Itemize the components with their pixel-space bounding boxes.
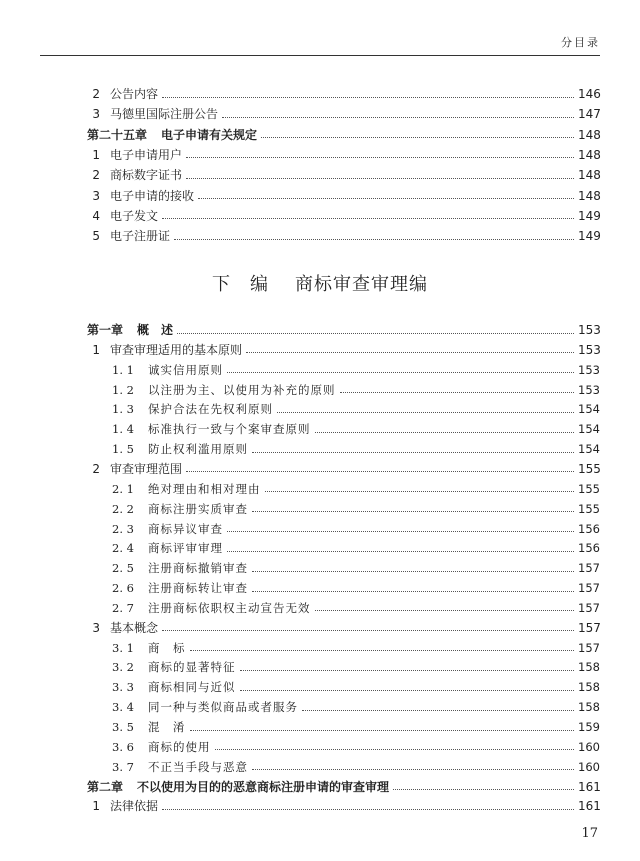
toc-section-entry[interactable] — [40, 340, 600, 360]
toc-entry-number: 第二章 — [87, 779, 124, 794]
toc-entry-title: 商标的显著特征 — [148, 660, 236, 675]
toc-entry-number: 2 — [92, 87, 100, 101]
toc-entry-number: 4 — [92, 208, 100, 223]
toc-entry-title: 保护合法在先权利原则 — [148, 402, 273, 417]
toc-entry-number: 第一章 — [87, 323, 124, 337]
toc-entry-page: 156 — [578, 541, 600, 556]
dot-leader — [277, 412, 574, 413]
toc-entry-title: 注册商标转让审查 — [148, 581, 248, 596]
toc-entry-page: 156 — [578, 521, 600, 536]
toc-entry-page: 148 — [578, 188, 601, 203]
toc-section-entry[interactable] — [40, 145, 600, 165]
toc-entry-number: 1 — [92, 147, 100, 162]
toc-chapter-entry[interactable] — [40, 125, 600, 145]
dot-leader — [227, 372, 574, 373]
toc-subsection-entry[interactable] — [40, 558, 600, 578]
toc-entry-number: 第二十五章 — [87, 127, 148, 142]
toc-chapter-entry[interactable] — [40, 320, 600, 340]
toc-entry-number: 1. 2 — [112, 382, 134, 397]
page-number: 17 — [581, 826, 598, 841]
toc-entry-number: 2 — [92, 461, 100, 476]
dot-leader — [198, 198, 574, 199]
dot-leader — [174, 239, 574, 240]
dot-leader — [261, 137, 574, 138]
toc-entry-page: 157 — [578, 600, 600, 615]
toc-subsection-entry[interactable] — [40, 657, 600, 677]
dot-leader — [162, 218, 574, 219]
dot-leader — [162, 809, 574, 810]
toc-section-entry[interactable] — [40, 796, 600, 816]
toc-entry-title: 电子申请的接收 — [110, 188, 195, 203]
toc-entry-number: 3. 1 — [112, 640, 134, 655]
toc-entry-number: 3 — [92, 107, 100, 122]
toc-entry-number: 1 — [92, 342, 100, 357]
dot-leader — [162, 97, 574, 98]
toc-entry-page: 146 — [578, 87, 601, 101]
toc-subsection-entry[interactable] — [40, 380, 600, 400]
toc-entry-title: 商标评审审理 — [148, 541, 223, 556]
toc-subsection-entry[interactable] — [40, 757, 600, 777]
toc-entry-number: 5 — [92, 229, 100, 244]
toc-entry-number: 3. 5 — [112, 720, 134, 734]
toc-entry-title: 商标异议审查 — [148, 521, 223, 536]
toc-entry-title: 注册商标依职权主动宣告无效 — [148, 600, 311, 615]
toc-entry-page: 155 — [578, 461, 601, 476]
toc-entry-title: 电子申请有关规定 — [161, 127, 258, 142]
toc-entry-title: 标准执行一致与个案审查原则 — [148, 422, 311, 437]
toc-entry-page: 147 — [578, 107, 601, 122]
part-title: 商标审查审理编 — [295, 274, 428, 295]
toc-entry-number: 2. 7 — [112, 600, 134, 615]
toc-entry-page: 155 — [578, 481, 600, 496]
toc-entry-title: 审查审理范围 — [110, 461, 183, 476]
toc-entry-title: 电子发文 — [110, 208, 159, 223]
part-label: 下 编 — [212, 274, 269, 295]
toc-entry-number: 3. 7 — [112, 759, 134, 774]
dot-leader — [227, 551, 574, 552]
toc-entry-title: 马德里国际注册公告 — [110, 107, 219, 122]
toc-entry-page: 161 — [578, 779, 601, 794]
toc-entry-title: 商标注册实质审查 — [148, 501, 248, 516]
toc-entry-title: 混 淆 — [148, 720, 186, 734]
toc-entry-number: 3. 4 — [112, 700, 134, 715]
toc-entry-number: 1 — [92, 799, 100, 814]
toc-subsection-entry[interactable] — [40, 399, 600, 419]
toc-entry-page: 160 — [578, 759, 600, 774]
toc-subsection-entry[interactable] — [40, 578, 600, 598]
toc-entry-title: 不正当手段与恶意 — [148, 759, 248, 774]
toc-entry-page: 154 — [578, 442, 600, 457]
toc-entry-number: 2. 1 — [112, 481, 134, 496]
toc-entry-page: 154 — [578, 422, 600, 437]
dot-leader — [186, 157, 574, 158]
table-of-contents — [40, 0, 600, 861]
toc-entry-title: 同一种与类似商品或者服务 — [148, 700, 298, 715]
toc-entry-page: 157 — [578, 620, 601, 635]
toc-entry-page: 158 — [578, 680, 600, 695]
dot-leader — [190, 730, 575, 731]
toc-entry-number: 1. 4 — [112, 422, 134, 437]
toc-section-entry[interactable] — [40, 226, 600, 246]
dot-leader — [252, 452, 574, 453]
toc-entry-title: 公告内容 — [110, 87, 159, 101]
dot-leader — [190, 650, 575, 651]
toc-entry-title: 以注册为主、以使用为补充的原则 — [148, 382, 336, 397]
toc-entry-page: 159 — [578, 720, 600, 734]
toc-entry-page: 149 — [578, 208, 601, 223]
dot-leader — [177, 333, 574, 334]
toc-entry-title: 诚实信用原则 — [148, 362, 223, 377]
dot-leader — [240, 690, 575, 691]
toc-entry-page: 153 — [578, 382, 600, 397]
toc-entry-page: 158 — [578, 700, 600, 715]
dot-leader — [393, 789, 574, 790]
dot-leader — [252, 571, 574, 572]
toc-section-entry[interactable] — [40, 459, 600, 479]
dot-leader — [186, 471, 574, 472]
toc-entry-page: 153 — [578, 342, 601, 357]
toc-entry-page: 153 — [578, 362, 600, 377]
toc-entry-number: 3. 3 — [112, 680, 134, 695]
toc-entry-title: 不以使用为目的的恶意商标注册申请的审查审理 — [137, 779, 390, 794]
toc-entry-title: 电子申请用户 — [110, 147, 183, 162]
toc-entry-page: 148 — [578, 147, 601, 162]
dot-leader — [252, 511, 574, 512]
dot-leader — [265, 491, 575, 492]
toc-entry-page: 158 — [578, 660, 600, 675]
toc-subsection-entry[interactable] — [40, 677, 600, 697]
toc-entry-number: 2. 5 — [112, 561, 134, 576]
toc-section-entry[interactable] — [40, 84, 600, 104]
toc-section-entry[interactable] — [40, 186, 600, 206]
toc-chapter-entry[interactable] — [40, 777, 600, 797]
toc-entry-number: 2. 3 — [112, 521, 134, 536]
toc-subsection-entry[interactable] — [40, 538, 600, 558]
toc-subsection-entry[interactable] — [40, 499, 600, 519]
dot-leader — [227, 531, 574, 532]
toc-entry-number: 1. 3 — [112, 402, 134, 417]
toc-section-entry[interactable] — [40, 165, 600, 185]
toc-entry-page: 160 — [578, 739, 600, 754]
toc-subsection-entry[interactable] — [40, 737, 600, 757]
toc-entry-title: 审查审理适用的基本原则 — [110, 342, 243, 357]
toc-entry-title: 注册商标撤销审查 — [148, 561, 248, 576]
toc-entry-number: 3. 2 — [112, 660, 134, 675]
toc-entry-page: 157 — [578, 581, 600, 596]
toc-entry-number: 2. 2 — [112, 501, 134, 516]
toc-entry-number: 1. 5 — [112, 442, 134, 457]
toc-entry-page: 148 — [578, 127, 601, 142]
toc-entry-title: 商 标 — [148, 640, 186, 655]
dot-leader — [252, 769, 574, 770]
toc-section-entry[interactable] — [40, 104, 600, 124]
toc-entry-number: 2. 4 — [112, 541, 134, 556]
toc-subsection-entry[interactable] — [40, 419, 600, 439]
toc-subsection-entry[interactable] — [40, 638, 600, 658]
toc-subsection-entry[interactable] — [40, 598, 600, 618]
toc-subsection-entry[interactable] — [40, 439, 600, 459]
toc-entry-number: 2. 6 — [112, 581, 134, 596]
toc-entry-title: 概 述 — [137, 323, 174, 337]
dot-leader — [215, 749, 575, 750]
toc-entry-page: 153 — [578, 323, 601, 337]
dot-leader — [222, 117, 574, 118]
dot-leader — [252, 591, 574, 592]
toc-entry-page: 149 — [578, 229, 601, 244]
toc-section-entry[interactable] — [40, 206, 600, 226]
toc-entry-page: 154 — [578, 402, 600, 417]
toc-section-entry[interactable] — [40, 618, 600, 638]
dot-leader — [246, 352, 574, 353]
toc-entry-title: 法律依据 — [110, 799, 159, 814]
toc-entry-page: 148 — [578, 168, 601, 183]
toc-entry-page: 157 — [578, 561, 600, 576]
toc-entry-title: 商标数字证书 — [110, 168, 183, 183]
toc-subsection-entry[interactable] — [40, 479, 600, 499]
toc-entry-number: 3 — [92, 188, 100, 203]
toc-entry-title: 绝对理由和相对理由 — [148, 481, 261, 496]
toc-entry-page: 157 — [578, 640, 600, 655]
dot-leader — [302, 710, 574, 711]
toc-entry-title: 电子注册证 — [110, 229, 171, 244]
dot-leader — [240, 670, 575, 671]
toc-entry-number: 3. 6 — [112, 739, 134, 754]
toc-subsection-entry[interactable] — [40, 360, 600, 380]
dot-leader — [315, 610, 575, 611]
toc-entry-title: 商标的使用 — [148, 739, 211, 754]
toc-entry-title: 商标相同与近似 — [148, 680, 236, 695]
toc-subsection-entry[interactable] — [40, 519, 600, 539]
toc-subsection-entry[interactable] — [40, 697, 600, 717]
dot-leader — [315, 432, 575, 433]
toc-entry-page: 161 — [578, 799, 601, 814]
toc-entry-number: 3 — [92, 620, 100, 635]
toc-entry-title: 基本概念 — [110, 620, 159, 635]
running-title: 分目录 — [561, 36, 600, 49]
toc-entry-page: 155 — [578, 501, 600, 516]
toc-entry-number: 2 — [92, 168, 100, 183]
dot-leader — [162, 630, 574, 631]
toc-subsection-entry[interactable] — [40, 717, 600, 737]
dot-leader — [186, 178, 574, 179]
dot-leader — [340, 392, 575, 393]
toc-entry-title: 防止权利滥用原则 — [148, 442, 248, 457]
toc-entry-number: 1. 1 — [112, 362, 134, 377]
part-heading — [40, 270, 600, 296]
